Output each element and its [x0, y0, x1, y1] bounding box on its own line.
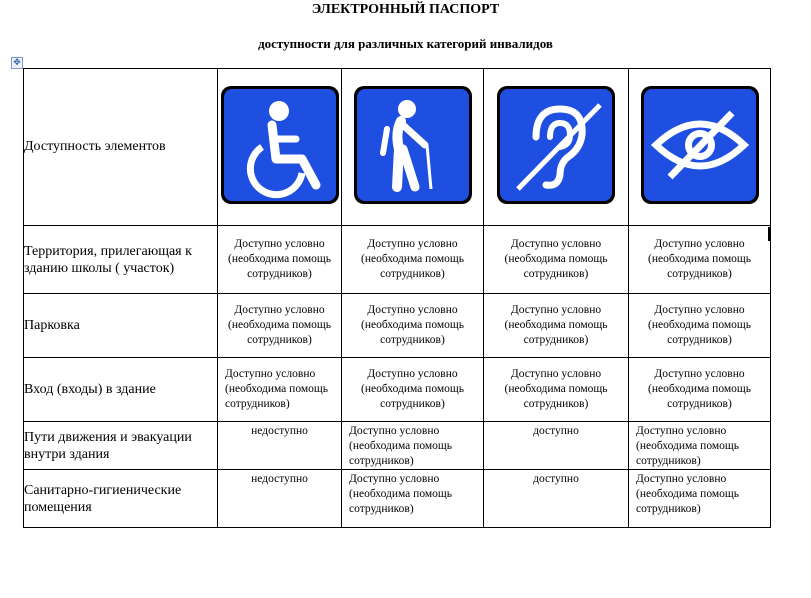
access-cell: Доступно условно (необходима помощь сотрудников) — [629, 358, 771, 422]
row-label: Территория, прилегающая к зданию школы ( участок) — [24, 226, 218, 294]
access-cell: Доступно условно (необходима помощь сотрудников) — [484, 294, 629, 358]
wheelchair-icon — [221, 86, 339, 204]
icon-cell-blind — [629, 69, 771, 226]
access-cell: Доступно условно (необходима помощь сотрудников) — [342, 226, 484, 294]
table-row — [24, 470, 771, 528]
table-row — [24, 294, 771, 358]
text-cursor — [768, 227, 770, 241]
access-cell: недоступно — [218, 470, 342, 528]
access-cell: Доступно условно (необходима помощь сотрудников) — [218, 294, 342, 358]
icon-cell-elderly — [342, 69, 484, 226]
row-label: Вход (входы) в здание — [24, 358, 218, 422]
access-cell: Доступно условно (необходима помощь сотрудников) — [484, 226, 629, 294]
row-label: Санитарно-гигиенические помещения — [24, 470, 218, 528]
access-cell: Доступно условно (необходима помощь сотрудников) — [218, 358, 342, 422]
access-cell: доступно — [484, 470, 629, 528]
access-cell: Доступно условно (необходима помощь сотрудников) — [342, 294, 484, 358]
access-cell: Доступно условно (необходима помощь сотрудников) — [629, 226, 771, 294]
icon-cell-wheelchair — [218, 69, 342, 226]
access-cell: Доступно условно (необходима помощь сотрудников) — [629, 294, 771, 358]
access-cell: Доступно условно (необходима помощь сотрудников) — [342, 358, 484, 422]
row-label: Пути движения и эвакуации внутри здания — [24, 422, 218, 470]
table-header-row — [24, 69, 771, 226]
access-cell: Доступно условно (необходима помощь сотрудников) — [629, 422, 771, 470]
blind-eye-crossed-icon — [641, 86, 759, 204]
table-row — [24, 422, 771, 470]
elderly-person-cane-icon — [354, 86, 472, 204]
header-label: Доступность элементов — [24, 69, 218, 226]
access-cell: недоступно — [218, 422, 342, 470]
row-label: Парковка — [24, 294, 218, 358]
access-cell: Доступно условно (необходима помощь сотрудников) — [484, 358, 629, 422]
document-subtitle: доступности для различных категорий инвалидов — [258, 36, 553, 51]
access-cell: Доступно условно (необходима помощь сотрудников) — [342, 470, 484, 528]
icon-cell-deaf — [484, 69, 629, 226]
table-row — [24, 358, 771, 422]
accessibility-table — [23, 68, 771, 528]
access-cell: Доступно условно (необходима помощь сотрудников) — [342, 422, 484, 470]
table-row — [24, 226, 771, 294]
access-cell: Доступно условно (необходима помощь сотрудников) — [218, 226, 342, 294]
deaf-ear-crossed-icon — [497, 86, 615, 204]
document-title: ЭЛЕКТРОННЫЙ ПАСПОРТ — [311, 2, 500, 17]
access-cell: Доступно условно (необходима помощь сотрудников) — [629, 470, 771, 528]
table-move-handle-icon[interactable]: ✥ — [11, 57, 23, 69]
access-cell: доступно — [484, 422, 629, 470]
